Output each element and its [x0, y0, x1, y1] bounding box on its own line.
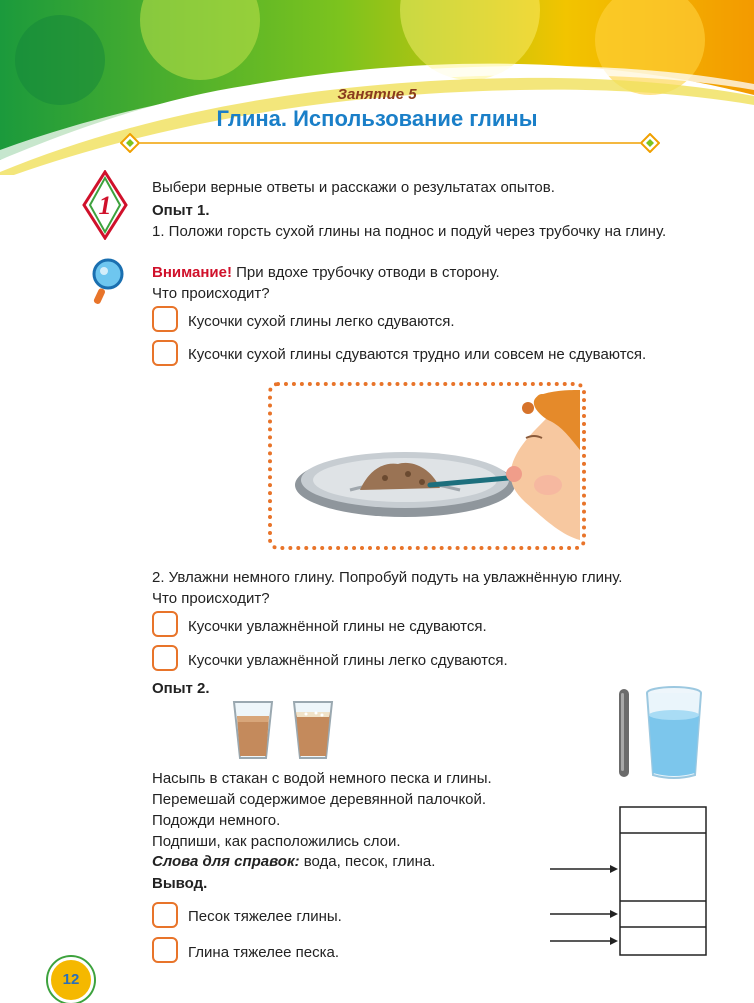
- warning-label: Внимание!: [152, 264, 232, 281]
- answer-option: Кусочки увлажнённой глины легко сдуваются.: [188, 652, 508, 669]
- task-instruction: Выбери верные ответы и расскажи о результатах опытов.: [152, 179, 555, 196]
- experiment-2-heading: Опыт 2.: [152, 680, 210, 697]
- water-glass-icon: [644, 685, 704, 781]
- warning-line: [152, 263, 500, 283]
- answer-option: Кусочки сухой глины сдуваются трудно или совсем не сдуваются.: [188, 346, 647, 363]
- layers-diagram: [548, 805, 710, 960]
- reference-words-label: Слова для справок:: [152, 853, 300, 870]
- cup-icon: [232, 700, 274, 760]
- experiment-2-line: Подожди немного.: [152, 812, 281, 829]
- experiment-2-line: Насыпь в стакан с водой немного песка и глины.: [152, 770, 492, 787]
- task-number-badge: [82, 170, 128, 240]
- child-blowing-clay-illustration: [290, 390, 580, 545]
- diamond-ornament-icon: [120, 133, 140, 153]
- warning-text: При вдохе трубочку отводи в сторону.: [231, 264, 500, 281]
- answer-checkbox[interactable]: [152, 306, 178, 332]
- question-1: Что происходит?: [152, 285, 270, 302]
- answer-option: Кусочки увлажнённой глины не сдуваются.: [188, 618, 487, 635]
- question-2: Что происходит?: [152, 590, 270, 607]
- header-divider: [140, 141, 640, 145]
- experiment-2-line: Подпиши, как расположились слои.: [152, 833, 401, 850]
- lesson-number: Занятие 5: [337, 86, 417, 103]
- task-number: 1: [98, 191, 112, 220]
- experiment-2-line: Перемешай содержимое деревянной палочкой.: [152, 791, 487, 808]
- experiment-1-step-2: 2. Увлажни немного глину. Попробуй подуть на увлажнённую глину.: [152, 569, 623, 586]
- answer-checkbox[interactable]: [152, 902, 178, 928]
- experiment-1-step-1: 1. Положи горсть сухой глины на поднос и подуй через трубочку на глину.: [152, 223, 667, 240]
- answer-checkbox[interactable]: [152, 340, 178, 366]
- answer-checkbox[interactable]: [152, 937, 178, 963]
- cup-icon: [292, 700, 334, 760]
- conclusion-heading: Вывод.: [152, 875, 208, 892]
- answer-option: Кусочки сухой глины легко сдуваются.: [188, 313, 455, 330]
- page-title: Глина. Использование глины: [216, 106, 538, 131]
- answer-option: Глина тяжелее песка.: [188, 944, 340, 961]
- reference-words: [152, 852, 435, 872]
- page-number: 12: [48, 957, 94, 1003]
- diamond-ornament-icon: [640, 133, 660, 153]
- answer-checkbox[interactable]: [152, 645, 178, 671]
- answer-option: Песок тяжелее глины.: [188, 908, 342, 925]
- magnifier-icon: [90, 258, 126, 306]
- answer-checkbox[interactable]: [152, 611, 178, 637]
- experiment-1-heading: Опыт 1.: [152, 202, 210, 219]
- reference-words-list: вода, песок, глина.: [299, 853, 436, 870]
- wooden-stick-icon: [617, 687, 631, 779]
